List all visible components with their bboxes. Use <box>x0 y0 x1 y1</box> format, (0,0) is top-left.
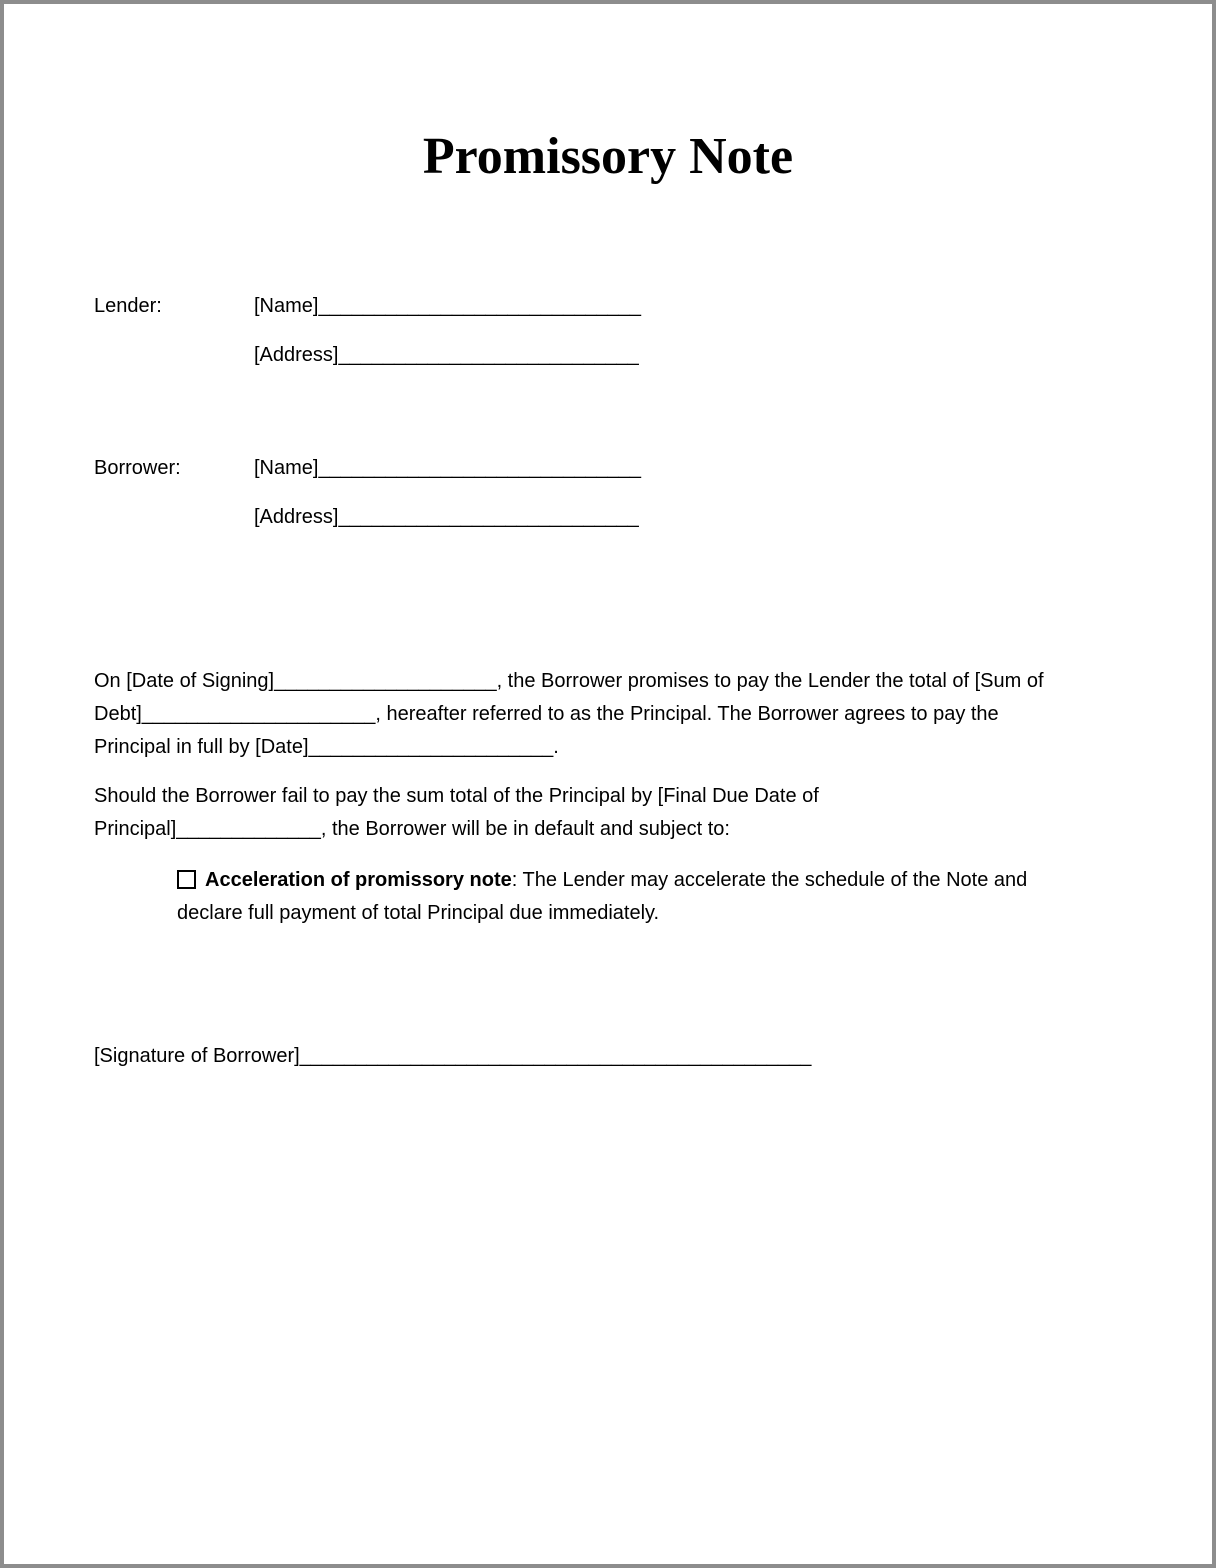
borrower-name-field-label: [Name] <box>254 457 319 479</box>
borrower-name-row <box>94 452 641 485</box>
promise-paragraph <box>94 665 1044 764</box>
default-paragraph <box>94 780 819 846</box>
lender-address-row <box>94 339 641 372</box>
paragraph-line: Debt]_____________________, hereafter referred to as the Principal. The Borrower agrees to pay the <box>94 703 999 725</box>
clause-bold-title: Acceleration of promissory note <box>205 869 512 891</box>
lender-label: Lender: <box>94 295 162 317</box>
signature-blank: ______________________________________________ <box>299 1045 812 1067</box>
clause-line: declare full payment of total Principal due immediately. <box>177 902 660 924</box>
borrower-address-blank: ___________________________ <box>338 506 639 528</box>
borrower-address-row <box>94 501 641 534</box>
borrower-address-field-label: [Address] <box>254 506 339 528</box>
checkbox-unchecked-icon[interactable] <box>177 870 196 889</box>
lender-name-field-label: [Name] <box>254 295 319 317</box>
lender-name-row <box>94 290 641 323</box>
clause-line <box>177 864 1027 897</box>
borrower-section <box>94 452 641 550</box>
paragraph-line: Principal in full by [Date]______________________. <box>94 736 559 758</box>
lender-address-field-label: [Address] <box>254 344 339 366</box>
document-title: Promissory Note <box>422 127 794 185</box>
signature-row <box>94 1040 811 1073</box>
paragraph-line: Should the Borrower fail to pay the sum total of the Principal by [Final Due Date of <box>94 785 819 807</box>
acceleration-clause <box>177 864 1027 930</box>
signature-field-label: [Signature of Borrower] <box>94 1045 300 1067</box>
paragraph-line: On [Date of Signing]____________________, the Borrower promises to pay the Lender the total of [Sum of <box>94 670 1044 692</box>
lender-section <box>94 290 641 388</box>
lender-name-blank: _____________________________ <box>318 295 642 317</box>
borrower-name-blank: _____________________________ <box>318 457 642 479</box>
clause-text: : The Lender may accelerate the schedule of the Note and <box>511 869 1028 891</box>
borrower-label: Borrower: <box>94 457 181 479</box>
paragraph-line: Principal]_____________, the Borrower will be in default and subject to: <box>94 818 730 840</box>
lender-address-blank: ___________________________ <box>338 344 639 366</box>
